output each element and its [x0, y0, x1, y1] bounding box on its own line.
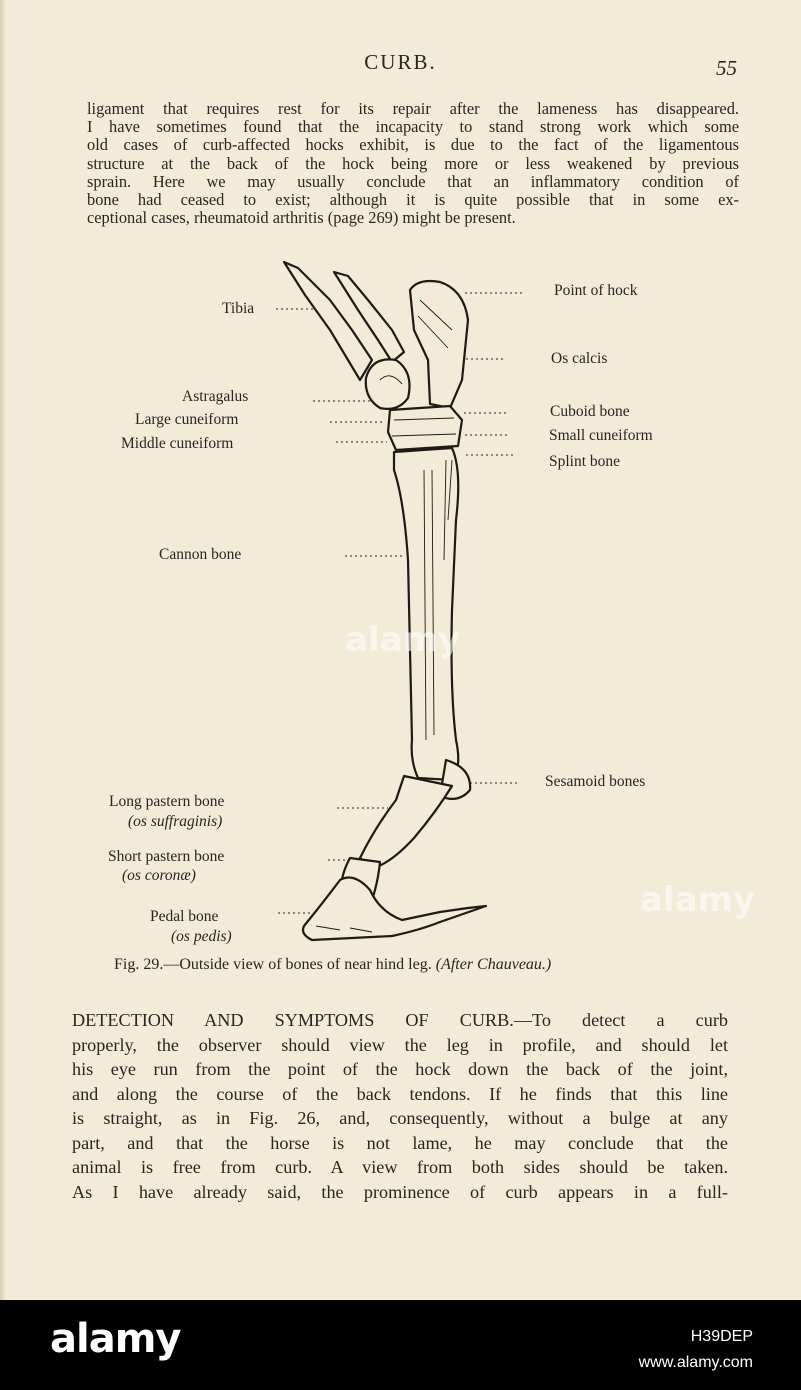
watermark: alamy [345, 620, 461, 660]
label-short-pastern: Short pastern bone [108, 848, 225, 865]
alamy-logo: alamy [50, 1316, 181, 1362]
label-astragalus: Astragalus [182, 388, 249, 405]
label-sesamoid-bones: Sesamoid bones [545, 773, 646, 790]
label-splint-bone: Splint bone [549, 453, 621, 470]
text-line: structure at the back of the hock being more or less weakened by previous [87, 153, 739, 173]
image-id: H39DEP [690, 1328, 753, 1345]
label-cannon-bone: Cannon bone [159, 546, 242, 563]
text-line: is straight, as in Fig. 26, and, consequently, without a bulge at any [72, 1108, 728, 1128]
label-pedal-bone: Pedal bone [150, 908, 219, 925]
hind-leg-bones-illustration [270, 255, 550, 955]
page-edge-shadow [0, 0, 6, 1300]
text-line: part, and that the horse is not lame, he may conclude that the [72, 1132, 728, 1153]
text-line: DETECTION AND SYMPTOMS OF CURB.—To detect a curb [72, 1010, 728, 1030]
paragraph-detection [72, 1008, 728, 1204]
label-cuboid-bone: Cuboid bone [550, 403, 630, 420]
text-line: sprain. Here we may usually conclude that an inflammatory condition of [87, 171, 739, 191]
site-url: www.alamy.com [638, 1354, 753, 1371]
label-small-cuneiform: Small cuneiform [549, 427, 653, 444]
page-number: 55 [716, 56, 737, 80]
stock-footer-bar [0, 1300, 801, 1390]
text-line: I have sometimes found that the incapacity to stand strong work which some [87, 117, 739, 137]
figure-caption [114, 956, 551, 974]
running-header-title: CURB. [364, 50, 437, 74]
paragraph-top [87, 100, 739, 227]
caption-source: (After Chauveau.) [435, 956, 552, 973]
watermark: alamy [640, 880, 756, 920]
label-pedal-latin: (os pedis) [171, 928, 232, 945]
text-line: his eye run from the point of the hock down the back of the joint, [72, 1059, 728, 1079]
caption-text: Fig. 29.—Outside view of bones of near hind leg. [114, 956, 432, 973]
label-os-calcis: Os calcis [551, 350, 608, 367]
text-line: bone had ceased to exist; although it is quite possible that in some ex- [87, 190, 739, 210]
text-line: old cases of curb-affected hocks exhibit, is due to the fact of the ligamentous [87, 135, 739, 155]
text-line: and along the course of the back tendons. If he finds that this line [72, 1083, 728, 1104]
text-line: ceptional cases, rheumatoid arthritis (page 269) might be present. [87, 208, 516, 228]
text-line: animal is free from curb. A view from both sides should be taken. [72, 1157, 728, 1177]
section-heading: DETECTION AND SYMPTOMS OF CURB. [72, 1010, 514, 1030]
text-line: As I have already said, the prominence of curb appears in a full- [72, 1181, 728, 1202]
text-line: ligament that requires rest for its repair after the lameness has disappeared. [87, 99, 739, 118]
label-middle-cuneiform: Middle cuneiform [121, 435, 234, 452]
label-long-pastern-latin: (os suffraginis) [128, 813, 223, 830]
label-short-pastern-latin: (os coronæ) [122, 867, 196, 884]
label-point-of-hock: Point of hock [554, 282, 638, 299]
label-long-pastern: Long pastern bone [109, 793, 225, 810]
text-line: properly, the observer should view the leg in profile, and should let [72, 1034, 728, 1055]
bone-outlines [284, 262, 486, 940]
label-tibia: Tibia [222, 300, 255, 317]
label-large-cuneiform: Large cuneiform [135, 411, 239, 428]
image-id-block [639, 1324, 753, 1376]
